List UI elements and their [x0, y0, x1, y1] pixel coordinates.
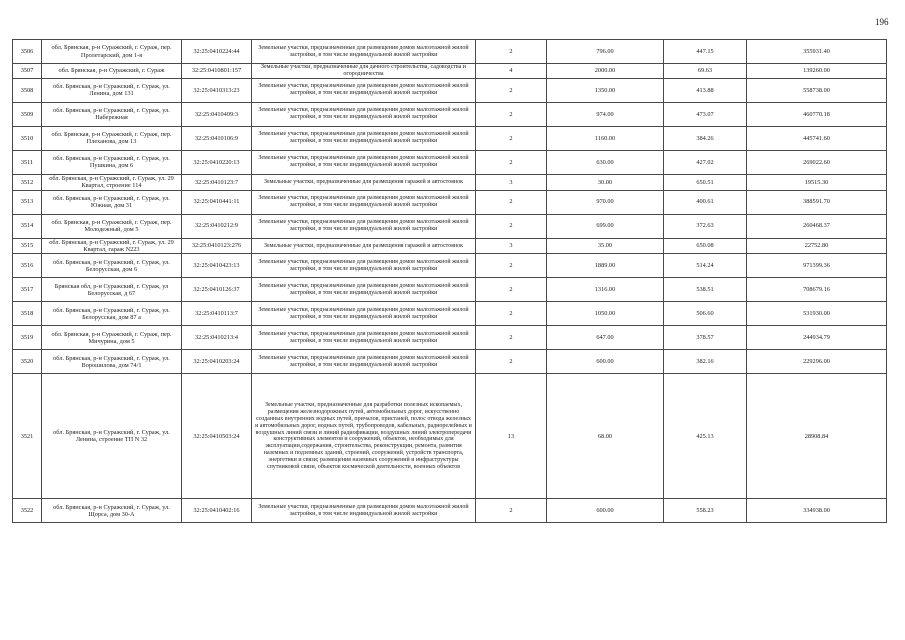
cadastral-number-cell: 32:25:0410123:7 — [182, 174, 252, 190]
cadastral-number-cell: 32:25:0410220:13 — [182, 150, 252, 174]
cadastral-value-cell: 445741.60 — [747, 126, 887, 150]
specific-price-cell: 447.15 — [664, 40, 747, 64]
cadastral-value-cell: 355931.40 — [747, 40, 887, 64]
table-row — [13, 190, 887, 214]
land-use-cell: Земельные участки, предназначенные для размещения домов малоэтажной жилой застройки, в том числе индивидуальной жилой застройки — [252, 278, 476, 302]
table-row — [13, 350, 887, 374]
address-cell: обл. Брянская, р-н Суражский, г. Сураж, ул. Белорусская, дом 6 — [42, 254, 182, 278]
cadastral-number-cell: 32:25:0410106:9 — [182, 126, 252, 150]
specific-price-cell: 425.13 — [664, 374, 747, 499]
area-cell: 30.00 — [547, 174, 664, 190]
land-use-cell: Земельные участки, предназначенные для размещения домов малоэтажной жилой застройки, в том числе индивидуальной жилой застройки — [252, 190, 476, 214]
area-cell: 2000.00 — [547, 64, 664, 79]
cadastral-number-cell: 32:25:0410313:23 — [182, 78, 252, 102]
area-cell: 1316.00 — [547, 278, 664, 302]
group-cell: 4 — [476, 64, 547, 79]
group-cell: 3 — [476, 174, 547, 190]
specific-price-cell: 538.51 — [664, 278, 747, 302]
area-cell: 647.00 — [547, 326, 664, 350]
address-cell: обл. Брянская, р-н Суражский, г. Сураж, ул. Щорса, дом 30-А — [42, 499, 182, 523]
row-number: 3510 — [13, 126, 42, 150]
table-row — [13, 150, 887, 174]
area-cell: 974.00 — [547, 102, 664, 126]
specific-price-cell: 427.02 — [664, 150, 747, 174]
specific-price-cell: 384.26 — [664, 126, 747, 150]
cadastral-number-cell: 32:25:0410212:9 — [182, 214, 252, 238]
group-cell: 2 — [476, 214, 547, 238]
area-cell: 600.00 — [547, 350, 664, 374]
group-cell: 2 — [476, 350, 547, 374]
table-row — [13, 78, 887, 102]
land-use-cell: Земельные участки, предназначенные для размещения домов малоэтажной жилой застройки, в том числе индивидуальной жилой застройки — [252, 214, 476, 238]
cadastral-number-cell: 32:25:0410801:157 — [182, 64, 252, 79]
row-number: 3515 — [13, 238, 42, 254]
table-row — [13, 302, 887, 326]
group-cell: 2 — [476, 326, 547, 350]
address-cell: обл. Брянская, р-н Суражский, г. Сураж, ул. 29 Квартал, гараж N223 — [42, 238, 182, 254]
address-cell: обл. Брянская, р-н Суражский, г. Сураж — [42, 64, 182, 79]
cadastral-value-cell: 19515.30 — [747, 174, 887, 190]
cadastral-value-cell: 558738.00 — [747, 78, 887, 102]
area-cell: 68.00 — [547, 374, 664, 499]
row-number: 3520 — [13, 350, 42, 374]
cadastral-number-cell: 32:25:0410123:276 — [182, 238, 252, 254]
area-cell: 1160.00 — [547, 126, 664, 150]
table-row — [13, 238, 887, 254]
cadastral-value-cell: 28908.84 — [747, 374, 887, 499]
cadastral-number-cell: 32:25:0410423:13 — [182, 254, 252, 278]
address-cell: обл. Брянская, р-н Суражский, г. Сураж, ул. Белорусская, дом 87 а — [42, 302, 182, 326]
land-use-cell: Земельные участки, предназначенные для размещения домов малоэтажной жилой застройки, в том числе индивидуальной жилой застройки — [252, 499, 476, 523]
cadastral-number-cell: 32:25:0410224:44 — [182, 40, 252, 64]
cadastral-value-cell: 708679.16 — [747, 278, 887, 302]
specific-price-cell: 558.23 — [664, 499, 747, 523]
cadastral-value-cell: 269022.60 — [747, 150, 887, 174]
area-cell: 630.00 — [547, 150, 664, 174]
group-cell: 2 — [476, 278, 547, 302]
table-row — [13, 254, 887, 278]
address-cell: обл. Брянская, р-н Суражский, г. Сураж, ул. Ленина, дом 131 — [42, 78, 182, 102]
area-cell: 1889.00 — [547, 254, 664, 278]
cadastral-value-cell: 460770.18 — [747, 102, 887, 126]
specific-price-cell: 506.60 — [664, 302, 747, 326]
land-use-cell: Земельные участки, предназначенные для размещения домов малоэтажной жилой застройки, в том числе индивидуальной жилой застройки — [252, 302, 476, 326]
row-number: 3516 — [13, 254, 42, 278]
group-cell: 2 — [476, 40, 547, 64]
cadastral-number-cell: 32:25:0410409:3 — [182, 102, 252, 126]
address-cell: обл. Брянская, р-н Суражский, г. Сураж, пер. Мичурина, дом 5 — [42, 326, 182, 350]
specific-price-cell: 372.63 — [664, 214, 747, 238]
table-row — [13, 214, 887, 238]
row-number: 3514 — [13, 214, 42, 238]
group-cell: 2 — [476, 499, 547, 523]
address-cell: обл. Брянская, р-н Суражский, г. Сураж, ул. Ворошилова, дом 74/1 — [42, 350, 182, 374]
table-row — [13, 374, 887, 499]
specific-price-cell: 650.08 — [664, 238, 747, 254]
area-cell: 699.00 — [547, 214, 664, 238]
land-use-cell: Земельные участки, предназначенные для дачного строительства, садоводства и огородничества — [252, 64, 476, 79]
land-use-cell: Земельные участки, предназначенные для размещения домов малоэтажной жилой застройки, в том числе индивидуальной жилой застройки — [252, 326, 476, 350]
cadastral-value-cell: 22752.80 — [747, 238, 887, 254]
cadastral-number-cell: 32:25:0410126:37 — [182, 278, 252, 302]
table-row — [13, 499, 887, 523]
land-use-cell: Земельные участки, предназначенные для размещения гаражей и автостоянок — [252, 174, 476, 190]
address-cell: обл. Брянская, р-н Суражский, г. Сураж, ул. Южная, дом 31 — [42, 190, 182, 214]
specific-price-cell: 400.61 — [664, 190, 747, 214]
area-cell: 600.00 — [547, 499, 664, 523]
area-cell: 796.00 — [547, 40, 664, 64]
area-cell: 970.00 — [547, 190, 664, 214]
cadastral-table — [12, 39, 887, 523]
cadastral-value-cell: 244934.79 — [747, 326, 887, 350]
cadastral-value-cell: 229296.00 — [747, 350, 887, 374]
cadastral-number-cell: 32:25:0410441:11 — [182, 190, 252, 214]
table-row — [13, 174, 887, 190]
table-row — [13, 102, 887, 126]
land-use-cell: Земельные участки, предназначенные для размещения домов малоэтажной жилой застройки, в том числе индивидуальной жилой застройки — [252, 126, 476, 150]
land-use-cell: Земельные участки, предназначенные для размещения домов малоэтажной жилой застройки, в том числе индивидуальной жилой застройки — [252, 254, 476, 278]
table-row — [13, 126, 887, 150]
land-use-cell: Земельные участки, предназначенные для размещения домов малоэтажной жилой застройки, в том числе индивидуальной жилой застройки — [252, 150, 476, 174]
specific-price-cell: 473.07 — [664, 102, 747, 126]
specific-price-cell: 378.57 — [664, 326, 747, 350]
row-number: 3513 — [13, 190, 42, 214]
land-use-cell: Земельные участки, предназначенные для размещения домов малоэтажной жилой застройки, в том числе индивидуальной жилой застройки — [252, 40, 476, 64]
specific-price-cell: 382.16 — [664, 350, 747, 374]
table-row — [13, 64, 887, 79]
group-cell: 13 — [476, 374, 547, 499]
specific-price-cell: 69.63 — [664, 64, 747, 79]
cadastral-number-cell: 32:25:0410203:24 — [182, 350, 252, 374]
area-cell: 35.00 — [547, 238, 664, 254]
area-cell: 1350.00 — [547, 78, 664, 102]
land-use-cell: Земельные участки, предназначенные для размещения домов малоэтажной жилой застройки, в том числе индивидуальной жилой застройки — [252, 350, 476, 374]
table-row — [13, 278, 887, 302]
group-cell: 2 — [476, 302, 547, 326]
cadastral-value-cell: 139260.00 — [747, 64, 887, 79]
area-cell: 1050.00 — [547, 302, 664, 326]
row-number: 3508 — [13, 78, 42, 102]
group-cell: 2 — [476, 78, 547, 102]
address-cell: Брянская обл, р-н Суражский, г. Сураж, ул Белорусская, д 67 — [42, 278, 182, 302]
cadastral-value-cell: 971399.36 — [747, 254, 887, 278]
address-cell: обл. Брянская, р-н Суражский, г. Сураж, пер. Плеханова, дом 13 — [42, 126, 182, 150]
land-use-cell: Земельные участки, предназначенные для размещения домов малоэтажной жилой застройки, в том числе индивидуальной жилой застройки — [252, 78, 476, 102]
table-row — [13, 326, 887, 350]
row-number: 3522 — [13, 499, 42, 523]
group-cell: 2 — [476, 126, 547, 150]
address-cell: обл. Брянская, р-н Суражский, г. Сураж, ул. Ленина, строение ТП N 32 — [42, 374, 182, 499]
specific-price-cell: 413.88 — [664, 78, 747, 102]
page-number: 196 — [875, 17, 889, 27]
row-number: 3517 — [13, 278, 42, 302]
group-cell: 2 — [476, 150, 547, 174]
table-body — [13, 40, 887, 523]
address-cell: обл. Брянская, р-н Суражский, г. Сураж, ул. Набережная — [42, 102, 182, 126]
row-number: 3507 — [13, 64, 42, 79]
cadastral-number-cell: 32:25:0410213:4 — [182, 326, 252, 350]
row-number: 3509 — [13, 102, 42, 126]
row-number: 3519 — [13, 326, 42, 350]
cadastral-number-cell: 32:25:0410402:16 — [182, 499, 252, 523]
group-cell: 2 — [476, 102, 547, 126]
row-number: 3506 — [13, 40, 42, 64]
group-cell: 2 — [476, 254, 547, 278]
land-use-cell: Земельные участки, предназначенные для размещения домов малоэтажной жилой застройки, в том числе индивидуальной жилой застройки — [252, 102, 476, 126]
address-cell: обл. Брянская, р-н Суражский, г. Сураж, пер. Пролетарский, дом 1-я — [42, 40, 182, 64]
row-number: 3511 — [13, 150, 42, 174]
land-use-cell: Земельные участки, предназначенные для разработки полезных ископаемых, размещения железнодорожных путей, автомобильных дорог, искусственно созданных внутренних водных путей, причалов, пристаней, полос отвода железных и автомобильных дорог, водных путей, трубопроводов, кабельных, радиорелейных и воздушных линий связи и линий радиофикации, воздушных линий электропередачи конструктивных элементов и сооружений, объектов, необходимых для эксплуатации,содержания, строительства, реконструкции, ремонта, развития наземных и подземных зданий, строений, сооружений, устройств транспорта, энергетики и связи; размещения наземных сооружений и инфраструктуры спутниковой связи, объектов космической деятельности, военных объектов — [252, 374, 476, 499]
group-cell: 3 — [476, 238, 547, 254]
address-cell: обл. Брянская, р-н Суражский, г. Сураж, ул. Пушкина, дом 6 — [42, 150, 182, 174]
specific-price-cell: 650.51 — [664, 174, 747, 190]
table-row — [13, 40, 887, 64]
address-cell: обл. Брянская, р-н Суражский, г. Сураж, ул. 29 Квартал, строение 114 — [42, 174, 182, 190]
land-use-cell: Земельные участки, предназначенные для размещения гаражей и автостоянок — [252, 238, 476, 254]
row-number: 3512 — [13, 174, 42, 190]
cadastral-value-cell: 531930.00 — [747, 302, 887, 326]
row-number: 3518 — [13, 302, 42, 326]
cadastral-value-cell: 334938.00 — [747, 499, 887, 523]
row-number: 3521 — [13, 374, 42, 499]
specific-price-cell: 514.24 — [664, 254, 747, 278]
cadastral-number-cell: 32:25:0410503:24 — [182, 374, 252, 499]
cadastral-value-cell: 388591.70 — [747, 190, 887, 214]
cadastral-value-cell: 260468.37 — [747, 214, 887, 238]
cadastral-number-cell: 32:25:0410113:7 — [182, 302, 252, 326]
group-cell: 2 — [476, 190, 547, 214]
address-cell: обл. Брянская, р-н Суражский, г. Сураж, пер. Молодежный, дом 5 — [42, 214, 182, 238]
